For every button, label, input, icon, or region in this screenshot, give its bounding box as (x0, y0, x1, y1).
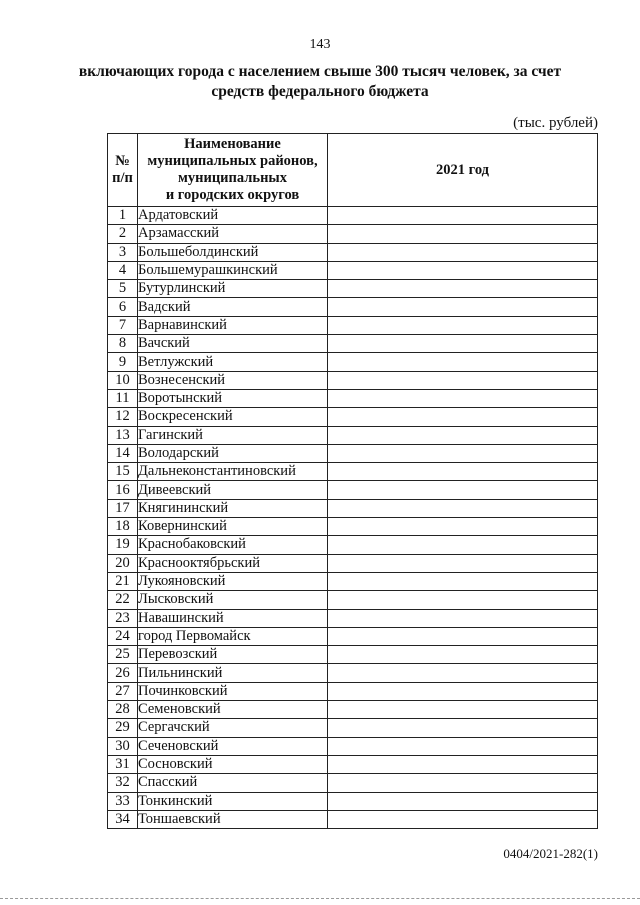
table-row (108, 646, 598, 664)
table-row (108, 207, 598, 225)
row-2021-value (328, 353, 598, 371)
row-district-name: Пильнинский (138, 664, 328, 682)
row-number: 31 (108, 755, 138, 773)
table-row (108, 701, 598, 719)
table-row (108, 536, 598, 554)
row-2021-value (328, 207, 598, 225)
table-row (108, 353, 598, 371)
budget-table (107, 133, 598, 829)
table-row (108, 572, 598, 590)
units-label: (тыс. рублей) (513, 115, 598, 131)
row-number: 17 (108, 499, 138, 517)
row-district-name: Дивеевский (138, 481, 328, 499)
row-2021-value (328, 499, 598, 517)
document-title (60, 62, 580, 102)
row-2021-value (328, 646, 598, 664)
row-number: 34 (108, 810, 138, 828)
header-number (108, 134, 138, 207)
table-row (108, 444, 598, 462)
row-district-name: Вачский (138, 335, 328, 353)
table-row (108, 481, 598, 499)
row-2021-value (328, 280, 598, 298)
row-2021-value (328, 225, 598, 243)
table-row (108, 463, 598, 481)
row-district-name: Починковский (138, 682, 328, 700)
row-2021-value (328, 243, 598, 261)
table-row (108, 499, 598, 517)
row-number: 32 (108, 774, 138, 792)
row-2021-value (328, 371, 598, 389)
row-district-name: Вознесенский (138, 371, 328, 389)
row-district-name: Краснооктябрьский (138, 554, 328, 572)
row-district-name: Сергачский (138, 719, 328, 737)
table-row (108, 280, 598, 298)
row-number: 15 (108, 463, 138, 481)
table-row (108, 755, 598, 773)
table-row (108, 335, 598, 353)
row-district-name: Краснобаковский (138, 536, 328, 554)
row-district-name: Володарский (138, 444, 328, 462)
row-2021-value (328, 463, 598, 481)
table-row (108, 591, 598, 609)
table-row (108, 792, 598, 810)
page-bottom-divider (0, 898, 640, 899)
row-district-name: Ардатовский (138, 207, 328, 225)
row-number: 30 (108, 737, 138, 755)
row-number: 8 (108, 335, 138, 353)
table-row (108, 408, 598, 426)
row-district-name: Ветлужский (138, 353, 328, 371)
table-row (108, 298, 598, 316)
header-name-line-2: муниципальных районов, (147, 153, 318, 169)
table-row (108, 371, 598, 389)
table-row (108, 225, 598, 243)
row-district-name: Ковернинский (138, 518, 328, 536)
row-number: 6 (108, 298, 138, 316)
table-row (108, 554, 598, 572)
row-district-name: Бутурлинский (138, 280, 328, 298)
row-number: 24 (108, 627, 138, 645)
header-name-line-4: и городских округов (165, 187, 300, 203)
table-row (108, 243, 598, 261)
table-row (108, 682, 598, 700)
table-row (108, 774, 598, 792)
row-2021-value (328, 298, 598, 316)
row-district-name: город Первомайск (138, 627, 328, 645)
row-district-name: Княгининский (138, 499, 328, 517)
row-2021-value (328, 774, 598, 792)
row-number: 22 (108, 591, 138, 609)
row-district-name: Навашинский (138, 609, 328, 627)
row-2021-value (328, 426, 598, 444)
title-line-1: включающих города с населением свыше 300 тысяч человек, за счет (78, 63, 562, 80)
row-district-name: Большеболдинский (138, 243, 328, 261)
table-row (108, 664, 598, 682)
table-row (108, 627, 598, 645)
row-number: 21 (108, 572, 138, 590)
row-2021-value (328, 316, 598, 334)
row-district-name: Воскресенский (138, 408, 328, 426)
row-2021-value (328, 261, 598, 279)
row-number: 27 (108, 682, 138, 700)
row-number: 10 (108, 371, 138, 389)
header-year: 2021 год (328, 134, 598, 207)
row-2021-value (328, 518, 598, 536)
table-row (108, 810, 598, 828)
row-number: 2 (108, 225, 138, 243)
header-number-line-2: п/п (112, 170, 133, 186)
header-name (138, 134, 328, 207)
document-code: 0404/2021-282(1) (503, 846, 598, 861)
row-2021-value (328, 389, 598, 407)
page-number: 143 (309, 37, 331, 52)
row-number: 5 (108, 280, 138, 298)
table-row (108, 426, 598, 444)
row-number: 18 (108, 518, 138, 536)
row-number: 19 (108, 536, 138, 554)
row-district-name: Большемурашкинский (138, 261, 328, 279)
table-row (108, 609, 598, 627)
row-2021-value (328, 572, 598, 590)
row-number: 1 (108, 207, 138, 225)
row-number: 20 (108, 554, 138, 572)
row-district-name: Дальнеконстантиновский (138, 463, 328, 481)
row-2021-value (328, 554, 598, 572)
table-row (108, 389, 598, 407)
row-2021-value (328, 408, 598, 426)
row-number: 25 (108, 646, 138, 664)
table-body (108, 207, 598, 829)
row-2021-value (328, 591, 598, 609)
row-number: 13 (108, 426, 138, 444)
row-2021-value (328, 810, 598, 828)
row-number: 12 (108, 408, 138, 426)
row-district-name: Сосновский (138, 755, 328, 773)
row-district-name: Лысковский (138, 591, 328, 609)
row-2021-value (328, 335, 598, 353)
row-2021-value (328, 481, 598, 499)
row-number: 3 (108, 243, 138, 261)
row-number: 29 (108, 719, 138, 737)
row-number: 28 (108, 701, 138, 719)
table-row (108, 261, 598, 279)
row-number: 14 (108, 444, 138, 462)
row-2021-value (328, 792, 598, 810)
row-2021-value (328, 609, 598, 627)
row-number: 33 (108, 792, 138, 810)
row-district-name: Воротынский (138, 389, 328, 407)
row-number: 26 (108, 664, 138, 682)
row-2021-value (328, 701, 598, 719)
header-name-line-1: Наименование (184, 136, 281, 152)
row-2021-value (328, 737, 598, 755)
row-district-name: Тонкинский (138, 792, 328, 810)
row-district-name: Спасский (138, 774, 328, 792)
header-number-line-1: № (115, 153, 130, 169)
row-2021-value (328, 444, 598, 462)
row-district-name: Сеченовский (138, 737, 328, 755)
row-district-name: Перевозский (138, 646, 328, 664)
row-district-name: Варнавинский (138, 316, 328, 334)
row-2021-value (328, 682, 598, 700)
table-row (108, 518, 598, 536)
row-2021-value (328, 627, 598, 645)
row-number: 16 (108, 481, 138, 499)
row-number: 9 (108, 353, 138, 371)
row-2021-value (328, 755, 598, 773)
header-name-line-3: муниципальных (177, 170, 287, 186)
table-row (108, 316, 598, 334)
row-2021-value (328, 536, 598, 554)
table-header-row (108, 134, 598, 207)
row-district-name: Вадский (138, 298, 328, 316)
row-number: 23 (108, 609, 138, 627)
table-row (108, 737, 598, 755)
row-number: 7 (108, 316, 138, 334)
row-2021-value (328, 719, 598, 737)
row-district-name: Арзамасский (138, 225, 328, 243)
row-2021-value (328, 664, 598, 682)
row-district-name: Семеновский (138, 701, 328, 719)
row-district-name: Тоншаевский (138, 810, 328, 828)
row-number: 11 (108, 389, 138, 407)
title-line-2: средств федерального бюджета (211, 83, 429, 100)
row-number: 4 (108, 261, 138, 279)
table-row (108, 719, 598, 737)
row-district-name: Гагинский (138, 426, 328, 444)
row-district-name: Лукояновский (138, 572, 328, 590)
